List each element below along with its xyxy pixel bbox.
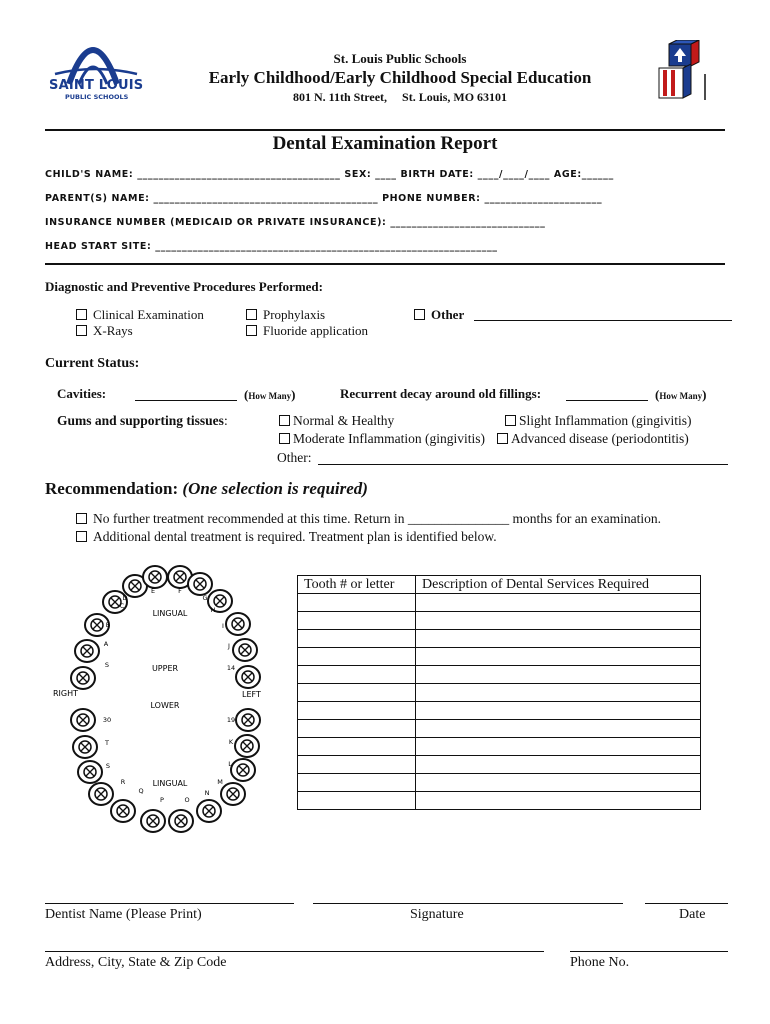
recommendation-heading: Recommendation: (One selection is required) — [45, 479, 368, 498]
tooth-label: B — [105, 621, 111, 629]
tooth-icon[interactable] — [141, 810, 165, 832]
tooth-label: P — [160, 796, 164, 804]
tooth-icon[interactable] — [75, 640, 99, 662]
checkbox[interactable] — [246, 309, 257, 320]
services-table[interactable] — [297, 575, 701, 810]
tooth-icon[interactable] — [226, 613, 250, 635]
description-cell[interactable] — [416, 738, 701, 756]
table-row[interactable] — [298, 738, 701, 756]
tooth-label: O — [184, 796, 190, 804]
description-cell[interactable] — [416, 648, 701, 666]
tooth-icon[interactable] — [143, 566, 167, 588]
address-label: Address, City, State & Zip Code — [45, 955, 227, 970]
tooth-label: K — [228, 738, 234, 746]
tooth-label: 14 — [226, 664, 236, 672]
tooth-label: I — [222, 622, 224, 630]
tooth-label: E — [150, 587, 156, 595]
tooth-label: R — [120, 778, 126, 786]
insurance-field[interactable]: INSURANCE NUMBER (MEDICAID OR PRIVATE INSURANCE): _____________________________ — [45, 217, 546, 228]
table-row[interactable] — [298, 774, 701, 792]
cavities-how-many: (How Many) — [244, 387, 296, 402]
tooth-icon[interactable] — [89, 783, 113, 805]
tooth-icon[interactable] — [71, 667, 95, 689]
gums-slight-option[interactable]: Slight Inflammation (gingivitis) — [505, 413, 692, 429]
gums-moderate-option[interactable]: Moderate Inflammation (gingivitis) — [279, 431, 485, 447]
checkbox[interactable] — [76, 531, 87, 542]
xrays-option[interactable]: X-Rays — [76, 323, 133, 339]
checkbox[interactable] — [279, 415, 290, 426]
description-cell[interactable] — [416, 792, 701, 810]
lower-lingual-label: LINGUAL — [152, 779, 188, 788]
tooth-cell[interactable] — [298, 594, 416, 612]
checkbox[interactable] — [279, 433, 290, 444]
gums-other-label: Other: — [277, 450, 312, 465]
signature-line[interactable] — [313, 903, 623, 904]
tooth-cell[interactable] — [298, 612, 416, 630]
no-treatment-option[interactable]: No further treatment recommended at this time. Return in _______________ months for an examination. — [76, 511, 661, 527]
description-cell[interactable] — [416, 594, 701, 612]
left-side-label: LEFT — [242, 690, 261, 699]
tooth-label: 19 — [226, 716, 236, 724]
dentist-name-line[interactable] — [45, 903, 294, 904]
fields-rule — [45, 263, 725, 265]
table-row[interactable] — [298, 792, 701, 810]
tooth-icon[interactable] — [188, 573, 212, 595]
tooth-icon[interactable] — [111, 800, 135, 822]
tooth-icon[interactable] — [197, 800, 221, 822]
clinical-exam-option[interactable]: Clinical Examination — [76, 307, 204, 323]
gums-advanced-option[interactable]: Advanced disease (periodontitis) — [497, 431, 689, 447]
description-cell[interactable] — [416, 720, 701, 738]
child-info-field[interactable]: CHILD'S NAME: ______________________________________ SEX: ____ BIRTH DATE: ____/____/____ AGE:______ — [45, 169, 614, 180]
additional-treatment-option[interactable]: Additional dental treatment is required. Treatment plan is identified below. — [76, 529, 497, 545]
program-name: Early Childhood/Early Childhood Special Education — [208, 68, 592, 87]
prophylaxis-option[interactable]: Prophylaxis — [246, 307, 325, 323]
description-cell[interactable] — [416, 684, 701, 702]
upper-lingual-label: LINGUAL — [152, 609, 188, 618]
description-cell[interactable] — [416, 756, 701, 774]
tooth-label: S — [104, 661, 110, 669]
head-start-field[interactable]: HEAD START SITE: ________________________________________________________________ — [45, 241, 498, 252]
tooth-cell[interactable] — [298, 702, 416, 720]
other-procedure-line[interactable] — [474, 320, 732, 321]
lower-label: LOWER — [150, 701, 180, 710]
other-procedure-option[interactable]: Other — [414, 307, 464, 323]
tooth-icon[interactable] — [231, 759, 255, 781]
checkbox[interactable] — [414, 309, 425, 320]
header-rule — [45, 129, 725, 131]
tooth-icon[interactable] — [78, 761, 102, 783]
recurrent-label: Recurrent decay around old fillings: — [340, 386, 542, 401]
form-title: Dental Examination Report — [272, 133, 498, 154]
tooth-icon[interactable] — [221, 783, 245, 805]
checkbox[interactable] — [76, 325, 87, 336]
tooth-icon[interactable] — [236, 709, 260, 731]
description-column-header: Description of Dental Services Required — [416, 576, 701, 594]
tooth-label: Q — [138, 787, 144, 795]
cavities-label: Cavities: — [57, 386, 107, 401]
description-cell[interactable] — [416, 612, 701, 630]
tooth-label: G — [202, 594, 208, 602]
tooth-cell[interactable] — [298, 630, 416, 648]
description-cell[interactable] — [416, 630, 701, 648]
cavities-line[interactable] — [135, 400, 237, 401]
tooth-label: C — [119, 602, 125, 610]
checkbox[interactable] — [76, 309, 87, 320]
tooth-label: D — [122, 594, 128, 602]
tooth-cell[interactable] — [298, 648, 416, 666]
signature-label: Signature — [410, 907, 464, 922]
tooth-cell[interactable] — [298, 774, 416, 792]
checkbox[interactable] — [505, 415, 516, 426]
tooth-label: T — [105, 739, 109, 747]
tooth-cell[interactable] — [298, 720, 416, 738]
table-row[interactable] — [298, 756, 701, 774]
status-heading: Current Status: — [45, 356, 140, 371]
upper-label: UPPER — [151, 664, 179, 673]
tooth-icon[interactable] — [71, 709, 95, 731]
gums-normal-option[interactable]: Normal & Healthy — [279, 413, 394, 429]
tooth-icon[interactable] — [169, 810, 193, 832]
description-cell[interactable] — [416, 702, 701, 720]
table-row[interactable] — [298, 720, 701, 738]
description-cell[interactable] — [416, 666, 701, 684]
logo-subtitle: PUBLIC SCHOOLS — [65, 93, 129, 101]
address-line: 801 N. 11th Street, St. Louis, MO 63101 — [292, 90, 508, 104]
tooth-column-header: Tooth # or letter — [298, 576, 416, 594]
tooth-cell[interactable] — [298, 738, 416, 756]
fluoride-option[interactable]: Fluoride application — [246, 323, 368, 339]
tooth-label: S — [105, 762, 111, 770]
table-row[interactable] — [298, 630, 701, 648]
tooth-cell[interactable] — [298, 792, 416, 810]
checkbox[interactable] — [497, 433, 508, 444]
table-row[interactable] — [298, 666, 701, 684]
tooth-label: H — [210, 606, 216, 614]
parent-info-field[interactable]: PARENT(S) NAME: __________________________________________ PHONE NUMBER: ______________________ — [45, 193, 603, 204]
tooth-label: L — [228, 760, 232, 768]
table-row[interactable] — [298, 684, 701, 702]
address-line-field[interactable] — [45, 951, 544, 952]
gums-label: Gums and supporting tissues: — [57, 413, 228, 428]
tooth-chart[interactable] — [45, 560, 305, 840]
tooth-icon[interactable] — [73, 736, 97, 758]
recurrent-line[interactable] — [566, 400, 648, 401]
date-label: Date — [679, 907, 706, 922]
table-row[interactable] — [298, 594, 701, 612]
tooth-label: F — [178, 587, 182, 595]
dentist-name-label: Dentist Name (Please Print) — [45, 907, 202, 922]
checkbox[interactable] — [246, 325, 257, 336]
table-row[interactable] — [298, 648, 701, 666]
gums-other-line[interactable] — [318, 464, 728, 465]
tooth-label: M — [217, 778, 223, 786]
tooth-cell[interactable] — [298, 756, 416, 774]
tooth-icon[interactable] — [235, 735, 259, 757]
blocks-logo — [655, 40, 711, 102]
tooth-label: J — [228, 642, 230, 650]
phone-label: Phone No. — [570, 955, 630, 970]
phone-line[interactable] — [570, 951, 728, 952]
toy-blocks-icon — [655, 40, 711, 102]
tooth-icon[interactable] — [236, 666, 260, 688]
date-line[interactable] — [645, 903, 728, 904]
recurrent-how-many: (How Many) — [655, 387, 707, 402]
logo-name: SAINT LOUIS — [49, 78, 144, 93]
tooth-icon[interactable] — [233, 639, 257, 661]
tooth-cell[interactable] — [298, 684, 416, 702]
checkbox[interactable] — [76, 513, 87, 524]
tooth-label: A — [103, 640, 109, 648]
table-header-row — [298, 576, 701, 594]
procedures-heading: Diagnostic and Preventive Procedures Performed: — [45, 279, 323, 294]
tooth-cell[interactable] — [298, 666, 416, 684]
tooth-label: N — [204, 789, 210, 797]
right-side-label: RIGHT — [53, 689, 79, 698]
district-name: St. Louis Public Schools — [333, 51, 467, 66]
tooth-label: 30 — [102, 716, 112, 724]
table-row[interactable] — [298, 612, 701, 630]
table-row[interactable] — [298, 702, 701, 720]
description-cell[interactable] — [416, 774, 701, 792]
